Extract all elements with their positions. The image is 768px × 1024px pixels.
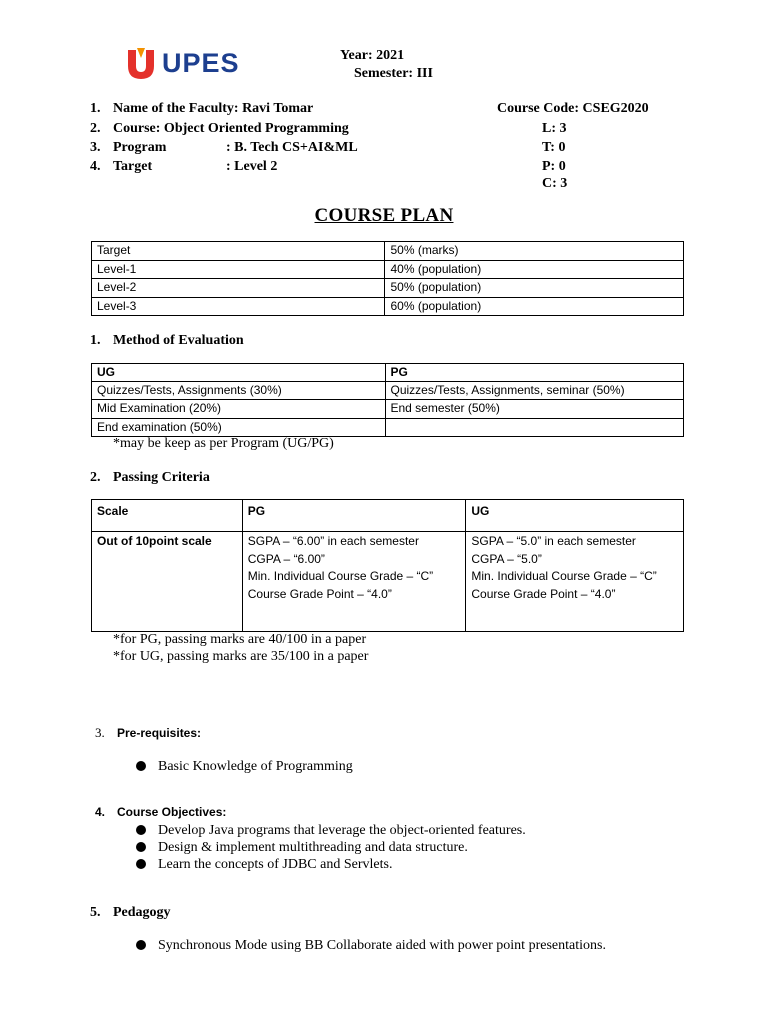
- table-row: [92, 382, 684, 400]
- table-cell: 50% (population): [385, 279, 684, 298]
- section-heading-passing: 2. Passing Criteria: [90, 470, 210, 485]
- course-code: Course Code: CSEG2020: [497, 101, 649, 116]
- section-heading-evaluation: 1. Method of Evaluation: [90, 333, 244, 348]
- list-item: Develop Java programs that leverage the object-oriented features.: [136, 822, 526, 839]
- passing-note-ug: *for UG, passing marks are 35/100 in a paper: [113, 649, 369, 664]
- table-row: [92, 500, 684, 532]
- table-cell: [385, 418, 684, 436]
- bullet-icon: [136, 761, 146, 771]
- table-cell: 50% (marks): [385, 242, 684, 261]
- table-cell: Quizzes/Tests, Assignments (30%): [92, 382, 386, 400]
- info-row-faculty: 1. Name of the Faculty: Ravi Tomar: [90, 101, 314, 116]
- table-row: [92, 279, 684, 298]
- target-table: [91, 241, 684, 316]
- bullet-icon: [136, 825, 146, 835]
- table-cell: Target: [92, 242, 385, 261]
- table-cell: Level-2: [92, 279, 385, 298]
- evaluation-table: [91, 363, 684, 437]
- table-cell: Quizzes/Tests, Assignments, seminar (50%): [385, 382, 684, 400]
- info-row-target: 4. Target : Level 2: [90, 159, 278, 174]
- section-heading-objectives: 4. Course Objectives:: [95, 805, 227, 819]
- logo-text: UPES: [162, 48, 240, 78]
- credit-c: C: 3: [542, 176, 568, 191]
- program-value: : B. Tech CS+AI&ML: [226, 140, 358, 155]
- credit-p: P: 0: [542, 159, 566, 174]
- bullet-icon: [136, 859, 146, 869]
- list-item: Learn the concepts of JDBC and Servlets.: [136, 856, 392, 873]
- semester-label: Semester: III: [354, 66, 433, 81]
- credit-l: L: 3: [542, 121, 567, 136]
- evaluation-note: *may be keep as per Program (UG/PG): [113, 436, 334, 451]
- table-cell: Level-3: [92, 297, 385, 316]
- table-cell: Mid Examination (20%): [92, 400, 386, 418]
- pg-cell: SGPA – “6.00” in each semester CGPA – “6.00” Min. Individual Course Grade – “C” Course Grade Point – “4.0”: [242, 532, 466, 632]
- table-row: [92, 532, 684, 632]
- table-row: [92, 260, 684, 279]
- table-cell: UG: [92, 364, 386, 382]
- list-item: Basic Knowledge of Programming: [136, 758, 353, 775]
- upes-logo-icon: [126, 46, 156, 80]
- bullet-icon: [136, 842, 146, 852]
- passing-note-pg: *for PG, passing marks are 40/100 in a paper: [113, 632, 367, 647]
- table-cell: End semester (50%): [385, 400, 684, 418]
- target-value: : Level 2: [226, 159, 278, 174]
- table-cell: End examination (50%): [92, 418, 386, 436]
- bullet-icon: [136, 940, 146, 950]
- table-row: [92, 364, 684, 382]
- table-row: [92, 400, 684, 418]
- table-header-scale: Scale: [92, 500, 243, 532]
- upes-logo: [126, 46, 240, 80]
- credit-t: T: 0: [542, 140, 566, 155]
- table-header-pg: PG: [242, 500, 466, 532]
- table-cell: 60% (population): [385, 297, 684, 316]
- table-cell: 40% (population): [385, 260, 684, 279]
- table-row: [92, 418, 684, 436]
- ug-cell: SGPA – “5.0” in each semester CGPA – “5.0” Min. Individual Course Grade – “C” Course Grade Point – “4.0”: [466, 532, 684, 632]
- info-row-program: 3. Program : B. Tech CS+AI&ML: [90, 140, 358, 155]
- info-row-course: 2. Course: Object Oriented Programming: [90, 121, 349, 136]
- page-title: COURSE PLAN: [314, 205, 454, 226]
- section-heading-pedagogy: 5. Pedagogy: [90, 905, 171, 920]
- list-item: Design & implement multithreading and data structure.: [136, 839, 468, 856]
- passing-table: [91, 499, 684, 632]
- table-row: [92, 242, 684, 261]
- table-row: [92, 297, 684, 316]
- scale-cell: Out of 10point scale: [92, 532, 243, 632]
- year-label: Year: 2021: [340, 48, 405, 63]
- section-heading-prerequisites: 3. Pre-requisites:: [95, 725, 202, 740]
- table-cell: PG: [385, 364, 684, 382]
- list-item: Synchronous Mode using BB Collaborate aided with power point presentations.: [136, 937, 606, 954]
- table-cell: Level-1: [92, 260, 385, 279]
- table-header-ug: UG: [466, 500, 684, 532]
